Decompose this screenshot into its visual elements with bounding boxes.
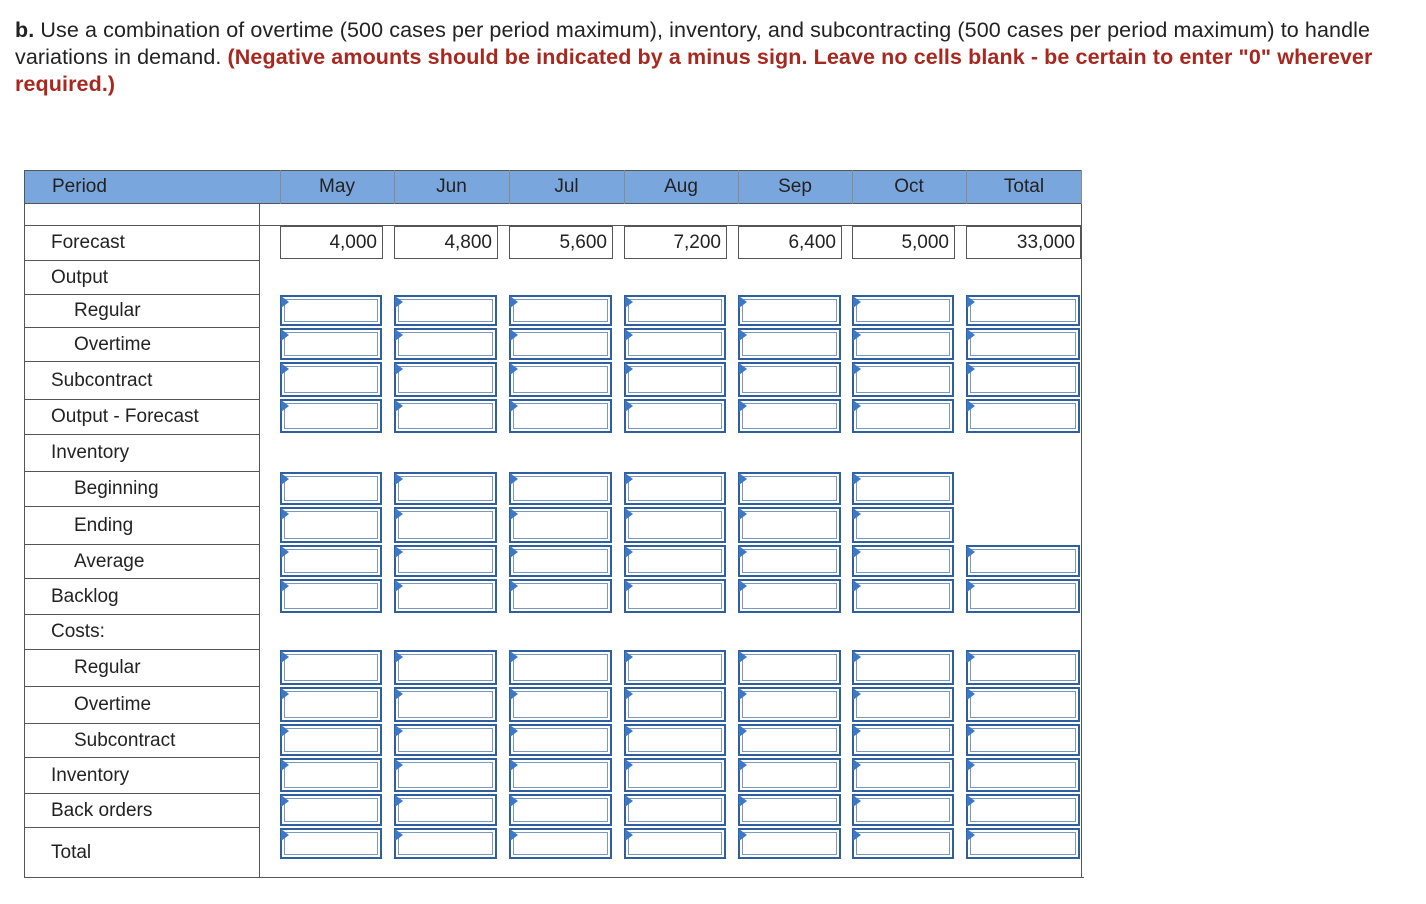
answer-field[interactable] [972, 300, 1074, 321]
answer-field[interactable] [286, 333, 376, 355]
answer-field[interactable] [744, 692, 835, 717]
input-subcontract-may[interactable] [280, 724, 382, 756]
input-average-oct[interactable] [852, 545, 954, 577]
input-back-orders-may[interactable] [280, 794, 382, 826]
answer-field[interactable] [858, 692, 948, 717]
forecast-value: 4,800 [394, 226, 498, 259]
forecast-value: 6,400 [738, 226, 842, 259]
row-label-inventory [24, 757, 260, 793]
input-overtime-may[interactable] [280, 328, 382, 360]
answer-field[interactable] [515, 799, 606, 821]
input-output-forecast-oct[interactable] [852, 399, 954, 433]
input-output-forecast-total[interactable] [966, 399, 1080, 433]
row-label-forecast [24, 225, 260, 260]
answer-field[interactable] [744, 477, 835, 500]
answer-field[interactable] [972, 655, 1074, 680]
answer-field[interactable] [286, 404, 376, 428]
answer-field[interactable] [858, 833, 948, 854]
input-back-orders-jun[interactable] [394, 794, 497, 826]
input-overtime-may[interactable] [280, 687, 382, 722]
answer-field[interactable] [286, 655, 376, 680]
row-label-text: Overtime [74, 694, 152, 715]
answer-field[interactable] [744, 367, 835, 392]
answer-field[interactable] [630, 799, 720, 821]
row-label-text: Backlog [51, 585, 119, 607]
row-label-output-forecast [24, 399, 260, 434]
answer-field[interactable] [972, 333, 1074, 355]
answer-field[interactable] [400, 333, 491, 355]
answer-field[interactable] [515, 477, 606, 500]
instructions-text: Use a combination of overtime (500 cases per period maximum), inventory, and subcontracting (500 cases per period maximum) to handle variations in demand. [15, 18, 1371, 69]
input-average-total[interactable] [966, 545, 1080, 577]
answer-field[interactable] [515, 729, 606, 751]
answer-field[interactable] [972, 763, 1074, 787]
warning-text: (Negative amounts should be indicated by a minus sign. Leave no cells blank - be certain to enter "0" wherever required.) [15, 45, 1373, 96]
row-label-text: Costs: [51, 621, 105, 642]
row-label-overtime [24, 686, 260, 723]
forecast-value: 7,200 [624, 226, 727, 259]
input-subcontract-jun[interactable] [394, 724, 497, 756]
input-overtime-jun[interactable] [394, 687, 497, 722]
answer-field[interactable] [972, 404, 1074, 428]
answer-field[interactable] [286, 512, 376, 538]
input-subcontract-jul[interactable] [509, 724, 612, 756]
input-ending-jun[interactable] [394, 507, 497, 543]
row-label-regular [24, 649, 260, 686]
input-ending-sep[interactable] [738, 507, 841, 543]
answer-field[interactable] [630, 692, 720, 717]
input-overtime-oct[interactable] [852, 328, 954, 360]
answer-field[interactable] [400, 763, 491, 787]
answer-field[interactable] [630, 763, 720, 787]
answer-field[interactable] [858, 477, 948, 500]
input-total-sep[interactable] [738, 828, 841, 859]
input-regular-oct[interactable] [852, 295, 954, 326]
answer-field[interactable] [515, 333, 606, 355]
input-inventory-jun[interactable] [394, 758, 497, 792]
answer-field[interactable] [858, 367, 948, 392]
answer-field[interactable] [972, 584, 1074, 608]
input-backlog-total[interactable] [966, 579, 1080, 613]
answer-field[interactable] [744, 655, 835, 680]
answer-field[interactable] [515, 833, 606, 854]
answer-field[interactable] [744, 512, 835, 538]
answer-field[interactable] [858, 655, 948, 680]
row-label-text: Back orders [51, 799, 153, 821]
input-regular-aug[interactable] [624, 650, 726, 685]
answer-field[interactable] [858, 333, 948, 355]
answer-field[interactable] [286, 763, 376, 787]
input-regular-sep[interactable] [738, 295, 841, 326]
row-label-text: Regular [74, 657, 141, 678]
answer-field[interactable] [744, 333, 835, 355]
answer-field[interactable] [400, 367, 491, 392]
input-back-orders-total[interactable] [966, 794, 1080, 826]
input-total-total[interactable] [966, 828, 1080, 859]
answer-field[interactable] [858, 763, 948, 787]
input-ending-may[interactable] [280, 507, 382, 543]
answer-field[interactable] [400, 550, 491, 572]
input-regular-aug[interactable] [624, 295, 726, 326]
row-label-text: Output [51, 266, 109, 288]
header-separator [509, 170, 510, 204]
header-separator [624, 170, 625, 204]
forecast-value: 5,600 [509, 226, 613, 259]
input-overtime-total[interactable] [966, 328, 1080, 360]
row-label-text: Subcontract [51, 369, 153, 391]
input-average-jul[interactable] [509, 545, 612, 577]
answer-field[interactable] [400, 799, 491, 821]
row-label-text: Ending [74, 514, 134, 536]
input-back-orders-sep[interactable] [738, 794, 841, 826]
row-label-text: Average [74, 550, 145, 572]
answer-field[interactable] [744, 404, 835, 428]
answer-field[interactable] [400, 692, 491, 717]
answer-field[interactable] [744, 833, 835, 854]
input-average-jun[interactable] [394, 545, 497, 577]
answer-field[interactable] [400, 512, 491, 538]
input-subcontract-sep[interactable] [738, 724, 841, 756]
input-ending-oct[interactable] [852, 507, 954, 543]
answer-field[interactable] [744, 300, 835, 321]
input-back-orders-aug[interactable] [624, 794, 726, 826]
answer-field[interactable] [515, 404, 606, 428]
answer-field[interactable] [630, 512, 720, 538]
forecast-value: 5,000 [852, 226, 955, 259]
row-label-subcontract [24, 723, 260, 757]
answer-field[interactable] [972, 729, 1074, 751]
input-output-forecast-jun[interactable] [394, 399, 497, 433]
answer-field[interactable] [858, 550, 948, 572]
header-total: Total [966, 170, 1082, 204]
input-beginning-aug[interactable] [624, 472, 726, 505]
input-backlog-sep[interactable] [738, 579, 841, 613]
input-regular-oct[interactable] [852, 650, 954, 685]
header-sep: Sep [738, 170, 852, 204]
input-subcontract-oct[interactable] [852, 724, 954, 756]
input-overtime-oct[interactable] [852, 687, 954, 722]
answer-field[interactable] [972, 367, 1074, 392]
answer-field[interactable] [400, 729, 491, 751]
forecast-value: 4,000 [280, 226, 383, 259]
input-beginning-jun[interactable] [394, 472, 497, 505]
input-regular-may[interactable] [280, 295, 382, 326]
input-total-aug[interactable] [624, 828, 726, 859]
answer-field[interactable] [515, 512, 606, 538]
row-label-text: Output - Forecast [51, 406, 199, 427]
answer-field[interactable] [630, 300, 720, 321]
row-label-backlog [24, 578, 260, 614]
row-label-text: Inventory [51, 442, 130, 463]
answer-field[interactable] [858, 512, 948, 538]
answer-field[interactable] [515, 692, 606, 717]
input-regular-jul[interactable] [509, 650, 612, 685]
row-label-average [24, 544, 260, 578]
input-overtime-jul[interactable] [509, 328, 612, 360]
input-subcontract-may[interactable] [280, 362, 382, 397]
answer-field[interactable] [858, 300, 948, 321]
answer-field[interactable] [858, 584, 948, 608]
row-label-back-orders [24, 793, 260, 827]
answer-field[interactable] [286, 584, 376, 608]
answer-field[interactable] [630, 404, 720, 428]
input-total-may[interactable] [280, 828, 382, 859]
header-aug: Aug [624, 170, 738, 204]
answer-field[interactable] [286, 550, 376, 572]
input-overtime-jun[interactable] [394, 328, 497, 360]
input-average-may[interactable] [280, 545, 382, 577]
header-separator [1081, 170, 1082, 204]
input-overtime-sep[interactable] [738, 328, 841, 360]
row-label-text: Overtime [74, 333, 152, 355]
answer-field[interactable] [515, 584, 606, 608]
answer-field[interactable] [744, 799, 835, 821]
table-bottom-rule [24, 877, 1084, 878]
answer-field[interactable] [630, 729, 720, 751]
input-total-jul[interactable] [509, 828, 612, 859]
input-backlog-may[interactable] [280, 579, 382, 613]
forecast-value: 33,000 [966, 226, 1081, 259]
part-label: b. [15, 18, 35, 42]
input-output-forecast-aug[interactable] [624, 399, 726, 433]
row-label-beginning [24, 471, 260, 506]
answer-field[interactable] [286, 477, 376, 500]
row-label-ending [24, 506, 260, 544]
input-output-forecast-may[interactable] [280, 399, 382, 433]
input-inventory-aug[interactable] [624, 758, 726, 792]
input-overtime-total[interactable] [966, 687, 1080, 722]
header-jun: Jun [394, 170, 509, 204]
answer-field[interactable] [400, 477, 491, 500]
header-oct: Oct [852, 170, 966, 204]
input-regular-sep[interactable] [738, 650, 841, 685]
input-total-jun[interactable] [394, 828, 497, 859]
input-backlog-aug[interactable] [624, 579, 726, 613]
header-may: May [280, 170, 394, 204]
answer-field[interactable] [400, 655, 491, 680]
answer-field[interactable] [972, 833, 1074, 854]
answer-field[interactable] [972, 799, 1074, 821]
answer-field[interactable] [400, 833, 491, 854]
row-label-output [24, 260, 260, 294]
input-overtime-aug[interactable] [624, 328, 726, 360]
answer-field[interactable] [972, 692, 1074, 717]
input-ending-aug[interactable] [624, 507, 726, 543]
input-subcontract-jun[interactable] [394, 362, 497, 397]
answer-field[interactable] [286, 833, 376, 854]
table-right-edge [1081, 204, 1082, 878]
input-subcontract-total[interactable] [966, 724, 1080, 756]
row-label-inventory [24, 434, 260, 471]
header-jul: Jul [509, 170, 624, 204]
input-backlog-jun[interactable] [394, 579, 497, 613]
answer-field[interactable] [400, 584, 491, 608]
input-regular-jun[interactable] [394, 295, 497, 326]
input-inventory-total[interactable] [966, 758, 1080, 792]
answer-field[interactable] [286, 692, 376, 717]
answer-field[interactable] [630, 833, 720, 854]
answer-field[interactable] [630, 655, 720, 680]
answer-field[interactable] [630, 584, 720, 608]
row-label-text: Beginning [74, 478, 159, 499]
header-separator [738, 170, 739, 204]
row-label-total [24, 827, 260, 878]
input-subcontract-aug[interactable] [624, 724, 726, 756]
row-label-regular [24, 294, 260, 327]
input-subcontract-sep[interactable] [738, 362, 841, 397]
answer-field[interactable] [972, 550, 1074, 572]
input-beginning-jul[interactable] [509, 472, 612, 505]
row-label-text: Subcontract [74, 729, 176, 751]
answer-field[interactable] [630, 333, 720, 355]
input-inventory-sep[interactable] [738, 758, 841, 792]
header-separator [394, 170, 395, 204]
input-regular-jul[interactable] [509, 295, 612, 326]
answer-field[interactable] [286, 300, 376, 321]
answer-field[interactable] [286, 729, 376, 751]
answer-field[interactable] [515, 763, 606, 787]
answer-field[interactable] [858, 729, 948, 751]
input-regular-jun[interactable] [394, 650, 497, 685]
header-separator [280, 170, 281, 204]
row-label-subcontract [24, 361, 260, 399]
input-subcontract-oct[interactable] [852, 362, 954, 397]
input-beginning-may[interactable] [280, 472, 382, 505]
input-output-forecast-jul[interactable] [509, 399, 612, 433]
input-average-sep[interactable] [738, 545, 841, 577]
input-subcontract-total[interactable] [966, 362, 1080, 397]
input-backlog-jul[interactable] [509, 579, 612, 613]
header-separator [966, 170, 967, 204]
input-inventory-may[interactable] [280, 758, 382, 792]
input-regular-total[interactable] [966, 295, 1080, 326]
answer-field[interactable] [744, 550, 835, 572]
input-beginning-oct[interactable] [852, 472, 954, 505]
input-regular-may[interactable] [280, 650, 382, 685]
input-beginning-sep[interactable] [738, 472, 841, 505]
input-inventory-jul[interactable] [509, 758, 612, 792]
header-period: Period [24, 170, 280, 204]
header-separator [852, 170, 853, 204]
answer-field[interactable] [744, 584, 835, 608]
row-label-text: Inventory [51, 764, 130, 786]
answer-field[interactable] [400, 404, 491, 428]
input-inventory-oct[interactable] [852, 758, 954, 792]
answer-field[interactable] [515, 550, 606, 572]
row-label-overtime [24, 327, 260, 361]
input-overtime-sep[interactable] [738, 687, 841, 722]
answer-field[interactable] [400, 300, 491, 321]
input-overtime-aug[interactable] [624, 687, 726, 722]
row-label-costs [24, 614, 260, 649]
row-label-text: Regular [74, 300, 141, 321]
answer-field[interactable] [744, 763, 835, 787]
row-label-text: Total [51, 842, 92, 863]
answer-field[interactable] [515, 367, 606, 392]
answer-field[interactable] [515, 300, 606, 321]
answer-field[interactable] [286, 799, 376, 821]
answer-field[interactable] [630, 477, 720, 500]
input-regular-total[interactable] [966, 650, 1080, 685]
row-label-text: Forecast [51, 232, 125, 253]
input-overtime-jul[interactable] [509, 687, 612, 722]
input-total-oct[interactable] [852, 828, 954, 859]
answer-field[interactable] [630, 367, 720, 392]
input-ending-jul[interactable] [509, 507, 612, 543]
input-back-orders-oct[interactable] [852, 794, 954, 826]
input-output-forecast-sep[interactable] [738, 399, 841, 433]
answer-field[interactable] [744, 729, 835, 751]
answer-field[interactable] [858, 404, 948, 428]
answer-field[interactable] [286, 367, 376, 392]
answer-field[interactable] [515, 655, 606, 680]
answer-field[interactable] [858, 799, 948, 821]
input-backlog-oct[interactable] [852, 579, 954, 613]
input-subcontract-aug[interactable] [624, 362, 726, 397]
answer-field[interactable] [630, 550, 720, 572]
input-back-orders-jul[interactable] [509, 794, 612, 826]
input-average-aug[interactable] [624, 545, 726, 577]
input-subcontract-jul[interactable] [509, 362, 612, 397]
